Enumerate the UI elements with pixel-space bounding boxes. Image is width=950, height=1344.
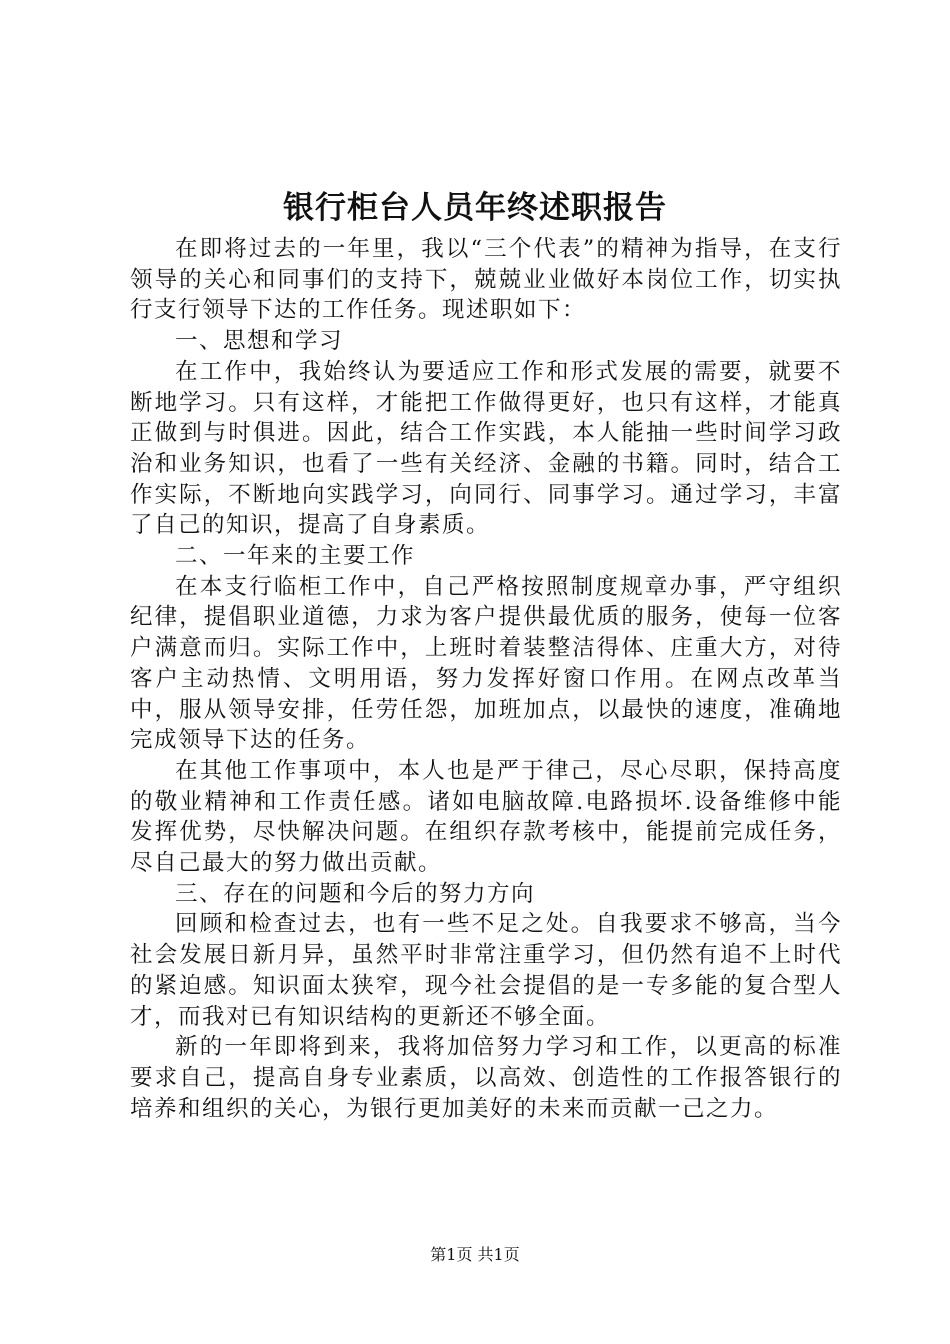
document-title: 银行柜台人员年终述职报告 xyxy=(283,190,667,226)
paragraph-intro: 在即将过去的一年里，我以“三个代表”的精神为指导，在支行领导的关心和同事们的支持下，兢兢业业做好本岗位工作，切实执行支行领导下达的工作任务。现述职如下： xyxy=(130,236,842,324)
paragraph-other-work: 在其他工作事项中，本人也是严于律己，尽心尽职，保持高度的敬业精神和工作责任感。诸如电脑故障.电路损坏.设备维修中能发挥优势，尽快解决问题。在组织存款考核中，能提前完成任务，尽自己最大的努力做出贡献。 xyxy=(130,757,842,877)
paragraph-problems: 回顾和检查过去，也有一些不足之处。自我要求不够高，当今社会发展日新月异，虽然平时非常注重学习，但仍然有追不上时代的紧迫感。知识面太狭窄，现今社会提倡的是一专多能的复合型人才，而我对已有知识结构的更新还不够全面。 xyxy=(130,911,842,1030)
section-heading-1: 一、思想和学习 xyxy=(175,328,344,355)
document-body xyxy=(130,234,842,1124)
page-number-footer: 第1页 共1页 xyxy=(430,1245,520,1264)
section-heading-3: 三、存在的问题和今后的努力方向 xyxy=(175,880,536,907)
paragraph-outlook: 新的一年即将到来，我将加倍努力学习和工作，以更高的标准要求自己，提高自身专业素质，以高效、创造性的工作报答银行的培养和组织的关心，为银行更加美好的未来而贡献一己之力。 xyxy=(130,1034,842,1122)
paragraph-study: 在工作中，我始终认为要适应工作和形式发展的需要，就要不断地学习。只有这样，才能把工作做得更好，也只有这样，才能真正做到与时俱进。因此，结合工作实践，本人能抽一些时间学习政治和业务知识，也看了一些有关经济、金融的书籍。同时，结合工作实际，不断地向实践学习，向同行、同事学习。通过学习，丰富了自己的知识，提高了自身素质。 xyxy=(130,358,842,539)
section-heading-2: 二、一年来的主要工作 xyxy=(175,543,416,570)
paragraph-main-work: 在本支行临柜工作中，自己严格按照制度规章办事，严守组织纪律，提倡职业道德，力求为客户提供最优质的服务，使每一位客户满意而归。实际工作中，上班时着装整洁得体、庄重大方，对待客户主动热情、文明用语，努力发挥好窗口作用。在网点改革当中，服从领导安排，任劳任怨，加班加点，以最快的速度，准确地完成领导下达的任务。 xyxy=(130,573,842,754)
